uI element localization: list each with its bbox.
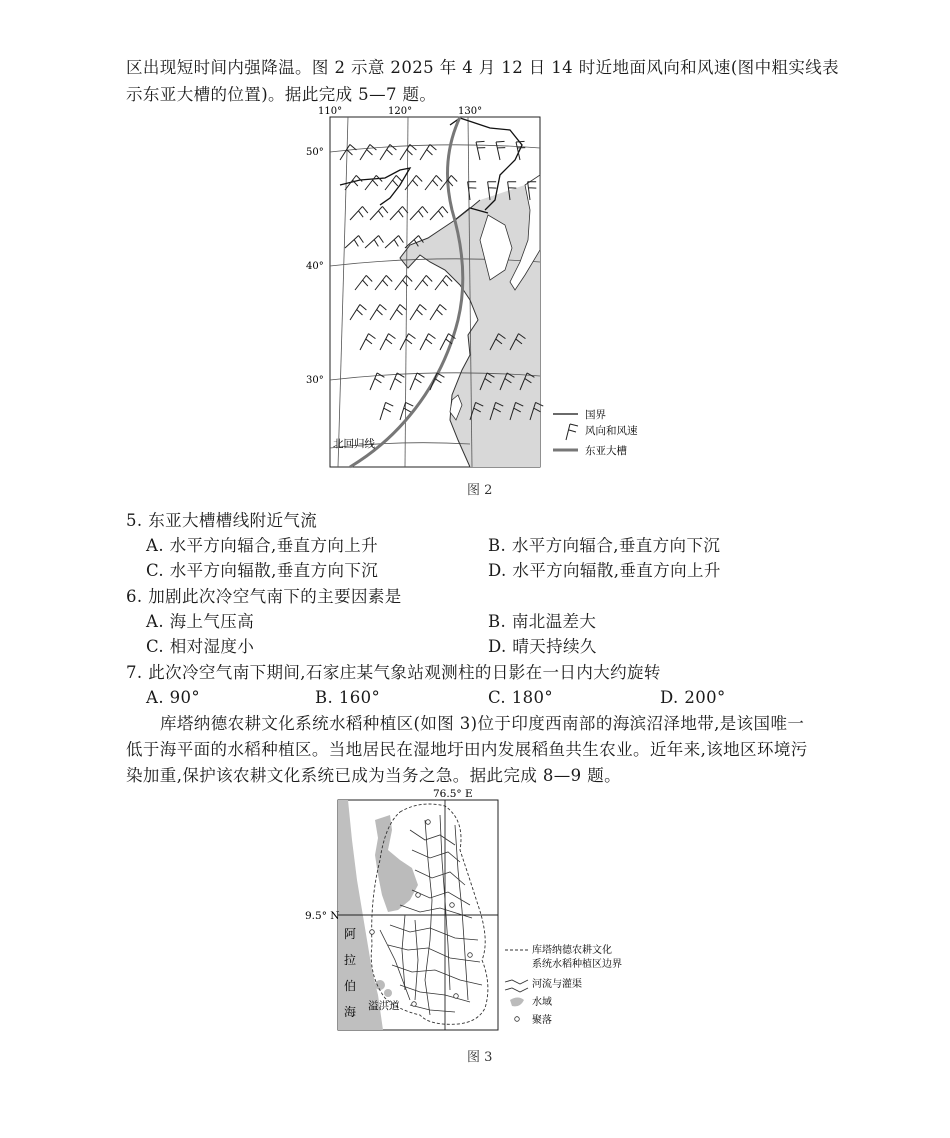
question-6-option-a: A. 海上气压高 — [146, 612, 255, 631]
legend-settlement-label: 聚落 — [532, 1015, 552, 1026]
legend-boundary-label-1: 库塔纳德农耕文化 — [532, 945, 612, 956]
question-6-option-d: D. 晴天持续久 — [488, 637, 597, 656]
question-7-option-d: D. 200° — [660, 688, 726, 707]
question-5-option-d: D. 水平方向辐散,垂直方向上升 — [488, 561, 721, 580]
intro-line-1: 区出现短时间内强降温。图 2 示意 2025 年 4 月 12 日 14 时近地面风向和风速(图中粗实线表 — [126, 58, 840, 77]
question-7-stem: 7. 此次冷空气南下期间,石家庄某气象站观测柱的日影在一日内大约旋转 — [126, 663, 661, 682]
spillway-label: 溢洪道 — [368, 1000, 400, 1012]
question-7-option-c: C. 180° — [488, 688, 554, 707]
passage-2-line-2: 低于海平面的水稻种植区。当地居民在湿地圩田内发展稻鱼共生农业。近年来,该地区环境污 — [126, 740, 808, 759]
lon-label-120: 120° — [388, 106, 413, 117]
question-5-stem: 5. 东亚大槽槽线附近气流 — [126, 511, 318, 530]
legend-rivers-label: 河流与灌渠 — [532, 979, 582, 990]
lon-label-110: 110° — [318, 106, 343, 117]
figure-3-caption: 图 3 — [467, 1050, 493, 1065]
question-6-option-b: B. 南北温差大 — [488, 612, 597, 631]
lat-label-50: 50° — [306, 147, 324, 158]
legend-trough-label: 东亚大槽 — [585, 445, 627, 457]
figure-3-legend — [505, 943, 622, 1026]
settlement-marker — [454, 994, 459, 999]
settlement-marker — [450, 903, 455, 908]
question-7-option-b: B. 160° — [315, 688, 381, 707]
figure-2-map — [300, 102, 680, 474]
settlement-marker — [412, 1002, 417, 1007]
passage-2-line-3: 染加重,保护该农耕文化系统已成为当务之急。据此完成 8—9 题。 — [126, 766, 622, 785]
figure-2-caption: 图 2 — [467, 483, 493, 498]
lon-label-76-5e: 76.5° E — [433, 788, 473, 800]
question-5-option-a: A. 水平方向辐合,垂直方向上升 — [146, 536, 379, 555]
legend-water-label: 水域 — [532, 997, 552, 1008]
water-spot — [375, 980, 385, 990]
question-7-option-a: A. 90° — [146, 688, 201, 707]
intro-line-2: 示东亚大槽的位置)。据此完成 5—7 题。 — [126, 85, 437, 104]
lat-label-9-5n: 9.5° N — [305, 910, 340, 922]
passage-2-line-1: 库塔纳德农耕文化系统水稻种植区(如图 3)位于印度西南部的海滨沼泽地带,是该国唯一 — [160, 714, 805, 733]
legend-wind-label: 风向和风速 — [585, 425, 638, 437]
sea-label-char-4: 海 — [344, 1005, 357, 1019]
settlement-marker — [426, 820, 431, 825]
legend-border-label: 国界 — [585, 409, 606, 421]
sea-label-char-3: 伯 — [344, 979, 357, 993]
lon-label-130: 130° — [458, 106, 483, 117]
settlement-marker — [468, 953, 473, 958]
tropic-label: 北回归线 — [333, 438, 375, 450]
settlement-marker — [370, 930, 375, 935]
question-6-option-c: C. 相对湿度小 — [146, 637, 255, 656]
settlement-marker — [416, 893, 421, 898]
sea-label-char-2: 拉 — [344, 953, 357, 967]
lat-label-30: 30° — [306, 375, 324, 386]
figure-2-legend — [553, 409, 638, 457]
question-5-option-b: B. 水平方向辐合,垂直方向下沉 — [488, 536, 721, 555]
legend-boundary-label-2: 系统水稻种植区边界 — [532, 959, 622, 970]
sea-label-char-1: 阿 — [344, 927, 357, 941]
question-5-option-c: C. 水平方向辐散,垂直方向下沉 — [146, 561, 379, 580]
water-spot — [384, 989, 392, 997]
lat-label-40: 40° — [306, 261, 324, 272]
figure-3-map — [300, 786, 680, 1040]
question-6-stem: 6. 加剧此次冷空气南下的主要因素是 — [126, 587, 402, 606]
